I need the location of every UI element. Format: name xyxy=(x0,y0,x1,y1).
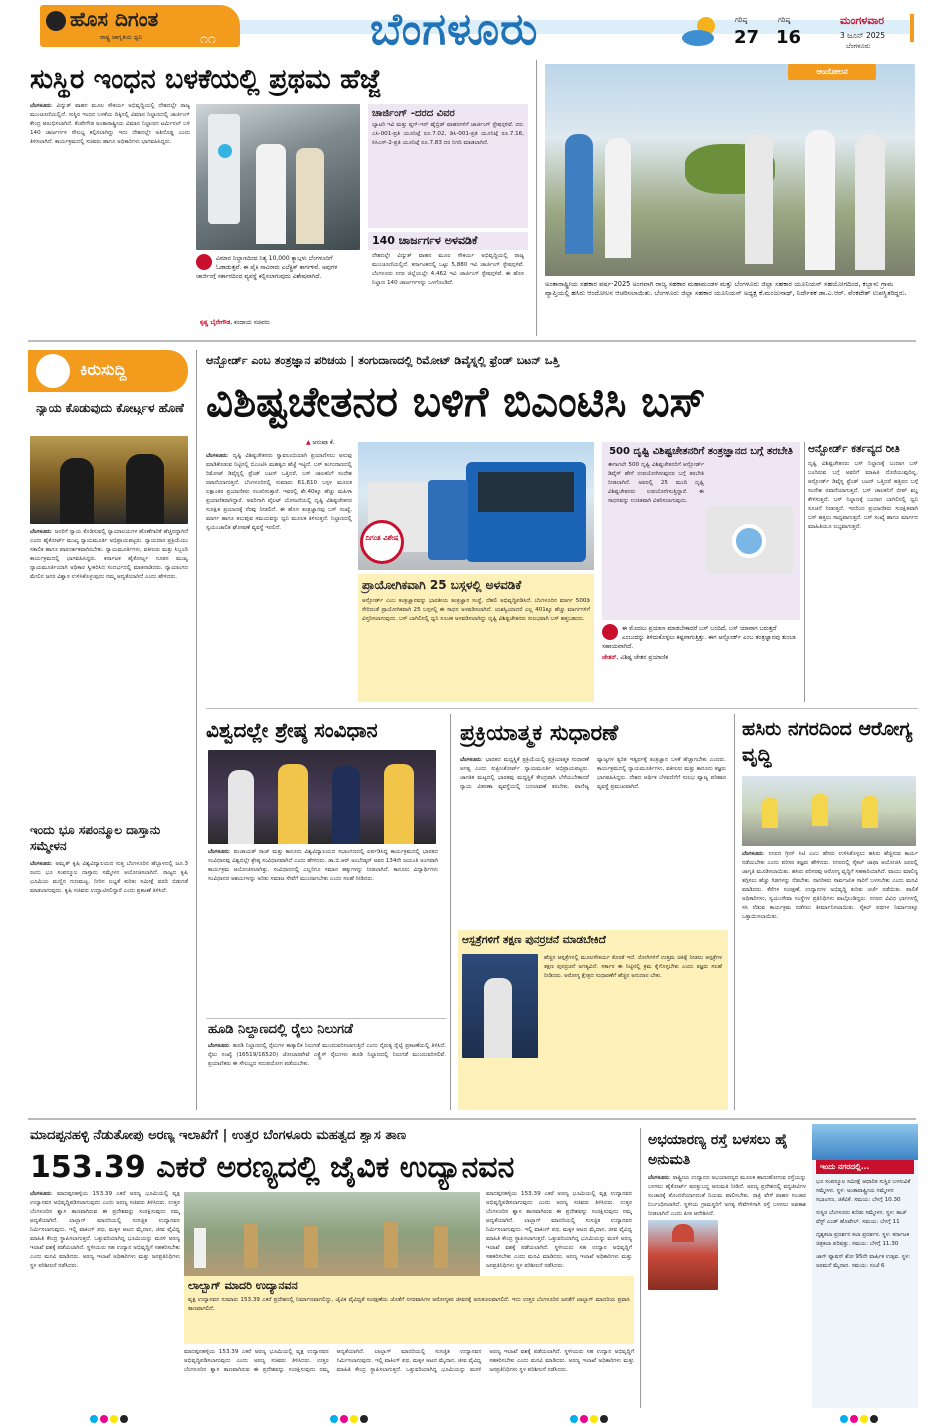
masthead-brand xyxy=(40,5,240,47)
story2-body: ಬೆಂಗಳೂರು: ಅಮೃತ್ ಕೃಷಿ ವಿಶ್ವವಿದ್ಯಾಲಯದ ಸುತ್ತ ಬೆಂಗಳೂರಿನ ಹೆಬ್ಬಾಳದಲ್ಲಿ ಜೂ.3 ರಂದು ಭೂ ಸಂಪನ್ಮೂಲ ದಾಸ್ತಾನು ಸಮ್ಮೇಳನ ಆಯೋಜಿಸಲಾಗಿದೆ. ರಾಜ್ಯದ ಕೃಷಿ ಭೂಮಿಯ ಮಣ್ಣಿನ ಗುಣಮಟ್ಟ, ನೀರಿನ ಲಭ್ಯತೆ ಕುರಿತು ಸಮೀಕ್ಷೆ ವರದಿ ಬಿಡುಗಡೆ ಮಾಡಲಾಗುವುದು. ಕೃಷಿ ಸಚಿವರು ಉದ್ಘಾಟಿಸಲಿದ್ದಾರೆ ಎಂದು ಪ್ರಕಟಣೆ ತಿಳಿಸಿದೆ. xyxy=(30,861,188,894)
bmtc-headline: ವಿಶಿಷ್ಟಚೇತನರ ಬಳಿಗೆ ಬಿಎಂಟಿಸಿ ಬಸ್ xyxy=(206,377,706,426)
chargers-title: 140 ಚಾರ್ಜರ್ಗಳ ಅಳವಡಿಕೆ xyxy=(368,232,528,250)
divider xyxy=(450,714,451,1110)
railway-body: ಬೆಂಗಳೂರು: ಹೂಡಿ ನಿಲ್ದಾಣದಲ್ಲಿ ರೈಲುಗಳ ತಾತ್ಕಾಲಿಕ ನಿಲುಗಡೆ ಮುಂದುವರಿಸಲಾಗುತ್ತಿದೆ ಎಂದು ನೈರುತ್ಯ ರೈಲ್ವೆ ಪ್ರಕಟಣೆಯಲ್ಲಿ ತಿಳಿಸಿದೆ. ರೈಲು ಸಂಖ್ಯೆ (16519/16520) ಜೋಲಾರಪೇಟೆ ಎಕ್ಸ್ಪ್ರೆಸ್ ರೈಲುಗಳು ಹೂಡಿ ನಿಲ್ದಾಣದಲ್ಲಿ ನಿಲುಗಡೆ ಮುಂದುವರಿಸಲಿವೆ. ಪ್ರಯಾಣಿಕರು ಈ ಸೌಲಭ್ಯದ ಸದುಪಯೋಗ ಪಡೆಯಬೇಕು. xyxy=(208,1043,446,1067)
day-name: ಮಂಗಳವಾರ xyxy=(840,14,885,27)
bmtc-quote-box: ಈ ಮೊದಲು ಪ್ರಯಾಣ ಮಾಡಬೇಕಾದರೆ ಬಸ್ ಬಂದಿದೆ, ಬಸ್ ಯಾವಾಗ ಬರುತ್ತದೆ ಎಂಬುದನ್ನು ತಿಳಿದುಕೊಳ್ಳಲು ಕಷ್ಟವಾಗುತ್ತಿತ್ತು. ಈಗ ಆನ್ಬೋರ್ಡ್ ಎಂಬ ತಂತ್ರಜ್ಞಾನವು ತುಂಬಾ ಸಹಾಯವಾಗಿದೆ. ಚೇತನ್, ವಿಶಿಷ್ಟ ಚೇತನ ಪ್ರಯಾಣಿಕ xyxy=(602,625,796,661)
divider xyxy=(734,714,735,1110)
judges-photo xyxy=(30,436,188,524)
bmtc-byline: ▲ ಅನುಷಾ ಕೆ. xyxy=(306,439,335,446)
lalbagh-body: ವೃಕ್ಷ ಉದ್ಯಾನವನ ಸುಮಾರು 153.39 ಎಕರೆ ಪ್ರದೇಶದಲ್ಲಿ ನಿರ್ಮಾಣವಾಗಲಿದ್ದು, ಜೈವಿಕ ವೈವಿಧ್ಯತೆ ಸಂರಕ್ಷಣೆಯ ಜೊತೆಗೆ ನಗರವಾಸಿಗಳ ಆರೋಗ್ಯಕರ ಜೀವನಕ್ಕೆ ಅನುಕೂಲವಾಗಲಿದೆ. ಇದು ಉತ್ತರ ಬೆಂಗಳೂರಿನ ಜನತೆಗೆ ಲಾಲ್ಬಾಗ್ ಮಾದರಿಯ ಪ್ರವಾಸಿ ತಾಣವಾಗಲಿದೆ. xyxy=(188,1297,630,1312)
onboard-device-image xyxy=(706,506,794,574)
city-event-item: ದೃಶ್ಯಕಲಾ ಪ್ರದರ್ಶನ ಕಲಾ ಪ್ರದರ್ಶನ. ಸ್ಥಳ: ಕರ್ನಾಟಕ ಚಿತ್ರಕಲಾ ಪರಿಷತ್ತು. ಸಮಯ: ಬೆಳಗ್ಗೆ 11.30 xyxy=(816,1232,910,1247)
andolana-photo xyxy=(545,64,915,276)
min-temp-label: ಗರಿಷ್ಠ xyxy=(778,16,791,24)
forest-body-bottom: ಮಾದಪ್ಪನಹಳ್ಳಿಯ 153.39 ಎಕರೆ ಅರಣ್ಯ ಭೂಮಿಯಲ್ಲಿ ವೃಕ್ಷ ಉದ್ಯಾನವನ ಅಭಿವೃದ್ಧಿಪಡಿಸಲಾಗುವುದು ಎಂದು ಅರಣ್ಯ ಸಚಿವರು ತಿಳಿಸಿದರು. ಉತ್ತರ ಬೆಂಗಳೂರಿನ ಶ್ವಾಸ ತಾಣವಾಗಿರುವ ಈ ಪ್ರದೇಶವನ್ನು ಸಂರಕ್ಷಿಸುವುದು ನಮ್ಮ ಆದ್ಯತೆಯಾಗಿದೆ. ಲಾಲ್ಬಾಗ್ ಮಾದರಿಯಲ್ಲಿ ಸುಸಜ್ಜಿತ ಉದ್ಯಾನವನ ನಿರ್ಮಿಸಲಾಗುವುದು. ಇಲ್ಲಿ ವಾಕಿಂಗ್ ಪಥ, ಮಕ್ಕಳ ಆಟದ ಮೈದಾನ, ಜೀವ ವೈವಿಧ್ಯ ಮಾಹಿತಿ ಕೇಂದ್ರ ಸ್ಥಾಪಿಸಲಾಗುತ್ತದೆ. ಒತ್ತುವರಿಯಾಗಿದ್ದ ಭೂಮಿಯನ್ನು ಮರಳಿ ಅರಣ್ಯ ಇಲಾಖೆ ವಶಕ್ಕೆ ಪಡೆಯಲಾಗಿದೆ. ಸ್ಥಳೀಯರು ಸಹ ಉದ್ಯಾನ ಅಭಿವೃದ್ಧಿಗೆ ಸಹಕರಿಸಬೇಕು ಎಂದು ಮನವಿ ಮಾಡಿದರು. ಅರಣ್ಯ ಇಲಾಖೆ ಅಧಿಕಾರಿಗಳು ಮತ್ತು ಜನಪ್ರತಿನಿಧಿಗಳು ಸ್ಥಳ ಪರಿಶೀಲನೆ ನಡೆಸಿದರು. xyxy=(184,1349,634,1373)
divider xyxy=(804,442,805,702)
lead-body: ಬೆಂಗಳೂರು: ವಿದ್ಯುತ್ ವಾಹನ ಮೂಲ ಸೌಕರ್ಯ ಅಭಿವೃದ್ಧಿಯಲ್ಲಿ ದೇಶದಲ್ಲೇ ರಾಜ್ಯ ಮುಂಚೂಣಿಯಲ್ಲಿದೆ. ಸುಸ್ಥಿರ ಇಂಧನ ಬಳಕೆಯ ದಿಕ್ಕಿನಲ್ಲಿ ವಿಮಾನ ನಿಲ್ದಾಣದಲ್ಲಿ ಚಾರ್ಜಿಂಗ್ ಕೇಂದ್ರ ಆರಂಭಿಸಲಾಗಿದೆ. ಕೆಂಪೇಗೌಡ ಅಂತಾರಾಷ್ಟ್ರೀಯ ವಿಮಾನ ನಿಲ್ದಾಣದ ಟರ್ಮಿನಲ್ ಬಳಿ 140 ಚಾರ್ಜರ್ಗಳ ಸೌಲಭ್ಯ ಕಲ್ಪಿಸಲಾಗಿದ್ದು ಇದು ದೇಶದಲ್ಲೇ ಅತಿದೊಡ್ಡ ಎಂದು ತಿಳಿಸಲಾಗಿದೆ. ಕಾರ್ಯಕ್ರಮದಲ್ಲಿ ಸಚಿವರು ಹಾಗೂ ಅಧಿಕಾರಿಗಳು ಭಾಗವಹಿಸಿದ್ದರು. xyxy=(30,103,190,145)
reform-headline: ಪ್ರಕ್ರಿಯಾತ್ಮಕ ಸುಧಾರಣೆ xyxy=(460,721,619,746)
lalbagh-headline: ಲಾಲ್ಬಾಗ್ ಮಾದರಿ ಉದ್ಯಾನವನ xyxy=(188,1279,298,1292)
min-temp: 16 xyxy=(776,27,802,48)
andolana-tag: ಆಂದೋಲನ xyxy=(788,64,876,80)
page-number: ೧೧ xyxy=(200,31,216,47)
onboard-function-body: ದೃಷ್ಟಿ ವಿಶಿಷ್ಟಚೇತನರು ಬಸ್ ನಿಲ್ದಾಣಕ್ಕೆ ಬಂದಾಗ ಬಸ್ ಬಂದಿರುವ ಬಗ್ಗೆ ಅವರಿಗೆ ಮಾಹಿತಿ ದೊರೆಯುವುದಿಲ್ಲ. ಆನ್ಬೋರ್ಡ್ ಡಿವೈಸ್ನ ಫ್ರೆಂಡ್ ಬಟನ್ ಒತ್ತಿದರೆ ಹತ್ತಿರದ ಬಸ್ಗೆ ಸಂದೇಶ ರವಾನೆಯಾಗುತ್ತದೆ. ಬಸ್ ಚಾಲಕನಿಗೆ ಬೀಪ್ ಶಬ್ದ ಕೇಳಿಸುತ್ತದೆ. ಬಸ್ ನಿಲ್ದಾಣಕ್ಕೆ ಬಂದಾಗ ಬಾಗಿಲಿನಲ್ಲಿ ಧ್ವನಿ ಸೂಚನೆ ನೀಡುತ್ತದೆ. ಇದರಿಂದ ಪ್ರಯಾಣಿಕರು ಸುರಕ್ಷಿತವಾಗಿ ಬಸ್ ಹತ್ತಲು ಸಾಧ್ಯವಾಗುತ್ತದೆ. ಬಸ್ ಸಂಖ್ಯೆ ಹಾಗೂ ಮಾರ್ಗದ ಮಾಹಿತಿಯೂ ಲಭ್ಯವಾಗುತ್ತದೆ. xyxy=(808,461,918,530)
constitution-photo xyxy=(208,750,436,844)
training-box xyxy=(602,442,800,620)
section-divider xyxy=(28,1118,916,1120)
quote-icon xyxy=(602,624,618,640)
story1-body: ಬೆಂಗಳೂರು: ಜನರಿಗೆ ನ್ಯಾಯ ಕೊಡಿಸುವಲ್ಲಿ ನ್ಯಾಯಾಲಯಗಳ ಹೊಣೆಗಾರಿಕೆ ಹೆಚ್ಚಿನದ್ದಾಗಿದೆ ಎಂದು ಹೈಕೋರ್ಟ್ ಮುಖ್ಯ ನ್ಯಾಯಮೂರ್ತಿ ಅಭಿಪ್ರಾಯಪಟ್ಟರು. ನ್ಯಾಯದಾನ ಪ್ರಕ್ರಿಯೆಯು ಸಕಾಲಿಕ ಹಾಗೂ ಪಾರದರ್ಶಕವಾಗಿರಬೇಕು. ನ್ಯಾಯಮೂರ್ತಿಗಳು, ವಕೀಲರು ಮತ್ತು ಸಿಬ್ಬಂದಿ ಕಾರ್ಯಕ್ರಮದಲ್ಲಿ ಭಾಗವಹಿಸಿದ್ದರು. ಕರ್ನಾಟಕ ಹೈಕೋರ್ಟ್ನ ನೂತನ ಮುಖ್ಯ ನ್ಯಾಯಮೂರ್ತಿಯಾಗಿ ಅಧಿಕಾರ ಸ್ವೀಕರಿಸಿದ ಸಂದರ್ಭದಲ್ಲಿ ಮಾತನಾಡಿದರು. ನ್ಯಾಯಾಂಗದ ಮೇಲಿನ ಜನರ ವಿಶ್ವಾಸ ಉಳಿಸಿಕೊಳ್ಳುವುದು ನಮ್ಮ ಆದ್ಯತೆಯಾಗಿದೆ ಎಂದು ಹೇಳಿದರು. xyxy=(30,529,188,580)
city-event-item: ಭೂ ಸಂಪನ್ಮೂಲ ಸಮೀಕ್ಷೆ ಆಧಾರಿತ ಸುಸ್ಥಿರ ಬಳಸುವಿಕೆ ಸಮ್ಮೇಳನ. ಸ್ಥಳ: ಅಂತಾರಾಷ್ಟ್ರೀಯ ಸಮ್ಮೇಳನ ಸಭಾಂಗಣ, ಜಿಕೆವಿಕೆ. ಸಮಯ: ಬೆಳಗ್ಗೆ 10.30 xyxy=(816,1179,911,1203)
trial-box xyxy=(358,574,594,702)
forest-body-right: ಮಾದಪ್ಪನಹಳ್ಳಿಯ 153.39 ಎಕರೆ ಅರಣ್ಯ ಭೂಮಿಯಲ್ಲಿ ವೃಕ್ಷ ಉದ್ಯಾನವನ ಅಭಿವೃದ್ಧಿಪಡಿಸಲಾಗುವುದು ಎಂದು ಅರಣ್ಯ ಸಚಿವರು ತಿಳಿಸಿದರು. ಉತ್ತರ ಬೆಂಗಳೂರಿನ ಶ್ವಾಸ ತಾಣವಾಗಿರುವ ಈ ಪ್ರದೇಶವನ್ನು ಸಂರಕ್ಷಿಸುವುದು ನಮ್ಮ ಆದ್ಯತೆಯಾಗಿದೆ. ಲಾಲ್ಬಾಗ್ ಮಾದರಿಯಲ್ಲಿ ಸುಸಜ್ಜಿತ ಉದ್ಯಾನವನ ನಿರ್ಮಿಸಲಾಗುವುದು. ಇಲ್ಲಿ ವಾಕಿಂಗ್ ಪಥ, ಮಕ್ಕಳ ಆಟದ ಮೈದಾನ, ಜೀವ ವೈವಿಧ್ಯ ಮಾಹಿತಿ ಕೇಂದ್ರ ಸ್ಥಾಪಿಸಲಾಗುತ್ತದೆ. ಒತ್ತುವರಿಯಾಗಿದ್ದ ಭೂಮಿಯನ್ನು ಮರಳಿ ಅರಣ್ಯ ಇಲಾಖೆ ವಶಕ್ಕೆ ಪಡೆಯಲಾಗಿದೆ. ಸ್ಥಳೀಯರು ಸಹ ಉದ್ಯಾನ ಅಭಿವೃದ್ಧಿಗೆ ಸಹಕರಿಸಬೇಕು ಎಂದು ಮನವಿ ಮಾಡಿದರು. ಅರಣ್ಯ ಇಲಾಖೆ ಅಧಿಕಾರಿಗಳು ಮತ್ತು ಜನಪ್ರತಿನಿಧಿಗಳು ಸ್ಥಳ ಪರಿಶೀಲನೆ ನಡೆಸಿದರು. xyxy=(486,1191,632,1269)
forest-body-left: ಬೆಂಗಳೂರು: ಮಾದಪ್ಪನಹಳ್ಳಿಯ 153.39 ಎಕರೆ ಅರಣ್ಯ ಭೂಮಿಯಲ್ಲಿ ವೃಕ್ಷ ಉದ್ಯಾನವನ ಅಭಿವೃದ್ಧಿಪಡಿಸಲಾಗುವುದು ಎಂದು ಅರಣ್ಯ ಸಚಿವರು ತಿಳಿಸಿದರು. ಉತ್ತರ ಬೆಂಗಳೂರಿನ ಶ್ವಾಸ ತಾಣವಾಗಿರುವ ಈ ಪ್ರದೇಶವನ್ನು ಸಂರಕ್ಷಿಸುವುದು ನಮ್ಮ ಆದ್ಯತೆಯಾಗಿದೆ. ಲಾಲ್ಬಾಗ್ ಮಾದರಿಯಲ್ಲಿ ಸುಸಜ್ಜಿತ ಉದ್ಯಾನವನ ನಿರ್ಮಿಸಲಾಗುವುದು. ಇಲ್ಲಿ ವಾಕಿಂಗ್ ಪಥ, ಮಕ್ಕಳ ಆಟದ ಮೈದಾನ, ಜೀವ ವೈವಿಧ್ಯ ಮಾಹಿತಿ ಕೇಂದ್ರ ಸ್ಥಾಪಿಸಲಾಗುತ್ತದೆ. ಒತ್ತುವರಿಯಾಗಿದ್ದ ಭೂಮಿಯನ್ನು ಮರಳಿ ಅರಣ್ಯ ಇಲಾಖೆ ವಶಕ್ಕೆ ಪಡೆಯಲಾಗಿದೆ. ಸ್ಥಳೀಯರು ಸಹ ಉದ್ಯಾನ ಅಭಿವೃದ್ಧಿಗೆ ಸಹಕರಿಸಬೇಕು ಎಂದು ಮನವಿ ಮಾಡಿದರು. ಅರಣ್ಯ ಇಲಾಖೆ ಅಧಿಕಾರಿಗಳು ಮತ್ತು ಜನಪ್ರತಿನಿಧಿಗಳು ಸ್ಥಳ ಪರಿಶೀಲನೆ ನಡೆಸಿದರು. xyxy=(30,1191,180,1269)
city-today-label: ಇಂದು ನಗರದಲ್ಲಿ... xyxy=(816,1160,914,1174)
constitution-body: ಬೆಂಗಳೂರು: ಪಂಚಾಯತ್ ರಾಜ್ ಮತ್ತು ಕಾನೂನು ವಿಶ್ವವಿದ್ಯಾಲಯದ ಸಭಾಂಗಣದಲ್ಲಿ ಏರ್ಪಡಿಸಿದ್ದ ಕಾರ್ಯಕ್ರಮದಲ್ಲಿ ಭಾರತದ ಸಂವಿಧಾನವು ವಿಶ್ವದಲ್ಲೇ ಶ್ರೇಷ್ಠ ಸಂವಿಧಾನವಾಗಿದೆ ಎಂದು ಹೇಳಿದರು. ಡಾ.ಬಿ.ಆರ್.ಅಂಬೇಡ್ಕರ್ ಅವರ 134ನೇ ಜಯಂತಿ ಅಂಗವಾಗಿ ಕಾರ್ಯಕ್ರಮ ಆಯೋಜಿಸಲಾಗಿತ್ತು. ಸಂವಿಧಾನದಲ್ಲಿ ಎಲ್ಲರಿಗೂ ಸಮಾನ ಹಕ್ಕುಗಳನ್ನು ನೀಡಲಾಗಿದೆ. ಕಾನೂನು ವಿದ್ಯಾರ್ಥಿಗಳು ಸಂವಿಧಾನದ ಆಶಯಗಳನ್ನು ಅರಿತು ಸಮಾಜ ಸೇವೆಗೆ ಮುಂದಾಗಬೇಕು ಎಂದು ಸಲಹೆ ನೀಡಿದರು. xyxy=(208,849,438,882)
story2-headline: ಇಂದು ಭೂ ಸಪಂನ್ಮೂಲ ದಾಸ್ತಾನು ಸಮ್ಮೇಳನ xyxy=(30,823,161,853)
city-event-list xyxy=(816,1178,914,1271)
training-body: ಈಗಾಗಲೇ 500 ದೃಷ್ಟಿ ವಿಶಿಷ್ಟಚೇತನರಿಗೆ ಆನ್ಬೋರ್ಡ್ ಡಿವೈಸ್ ಹೇಗೆ ಉಪಯೋಗಿಸುವುದರ ಬಗ್ಗೆ ತರಬೇತಿ ನೀಡಲಾಗಿದೆ. ಅವರಲ್ಲಿ 25 ಮಂದಿ ದೃಷ್ಟಿ ವಿಶಿಷ್ಟಚೇತನರು ಉಪಯೋಗಿಸುತ್ತಿದ್ದಾರೆ. ಈ ಸಾಧನವನ್ನು ಉಚಿತವಾಗಿ ವಿತರಿಸಲಾಗುವುದು. xyxy=(608,462,704,504)
hospital-body: ಹೆಚ್ಚಿನ ಆಸ್ಪತ್ರೆಗಳಲ್ಲಿ ಮೂಲಸೌಕರ್ಯ ಕೊರತೆ ಇದೆ. ರೋಗಿಗಳಿಗೆ ಉತ್ತಮ ಚಿಕಿತ್ಸೆ ನೀಡಲು ಆಸ್ಪತ್ರೆಗಳ ತಕ್ಷಣ ಪುನರ್ರಚನೆ ಅಗತ್ಯವಿದೆ. ಸರ್ಕಾರ ಈ ನಿಟ್ಟಿನಲ್ಲಿ ಕ್ರಮ ಕೈಗೊಳ್ಳಬೇಕು ಎಂದು ತಜ್ಞರು ಸಲಹೆ ನೀಡಿದರು. ಆರೋಗ್ಯ ಕ್ಷೇತ್ರದ ಸುಧಾರಣೆಗೆ ಹೆಚ್ಚಿನ ಅನುದಾನ ಬೇಕು. xyxy=(544,955,722,979)
lead-dateline: ಬೆಂಗಳೂರು xyxy=(30,103,51,109)
hospital-headline: ಆಸ್ಪತ್ರೆಗಳಿಗೆ ತಕ್ಷಣ ಪುನರ್ರಚನೆ ಮಾಡಬೇಕಿದೆ xyxy=(462,934,606,946)
chargers-body: ದೇಶದಲ್ಲೇ ವಿದ್ಯುತ್ ವಾಹನ ಮೂಲ ಸೌಕರ್ಯ ಅಭಿವೃದ್ಧಿಯಲ್ಲಿ ರಾಜ್ಯ ಮುಂಚೂಣಿಯಲ್ಲಿದೆ. ಕರ್ನಾಟಕದಲ್ಲಿ ಒಟ್ಟು 5,880 ಇವಿ ಚಾರ್ಜಿಂಗ್ ಸ್ಟೇಷನ್ಗಳಿವೆ. ಬೆಂಗಳೂರು ನಗರ ಜಿಲ್ಲೆಯಲ್ಲೇ 4,462 ಇವಿ ಚಾರ್ಜಿಂಗ್ ಸ್ಟೇಷನ್ಗಳಿವೆ. ಈ ಹೊಸ ನಿಲ್ದಾಣ 140 ಚಾರ್ಜರ್ಗಳನ್ನು ಒಳಗೊಂಡಿದೆ. xyxy=(372,253,524,286)
lead-headline: ಸುಸ್ಥಿರ ಇಂಧನ ಬಳಕೆಯಲ್ಲಿ ಪ್ರಥಮ ಹೆಜ್ಜೆ xyxy=(30,64,381,95)
story1-headline: ನ್ಯಾಯ ಕೊಡುವುದು ಕೋರ್ಟ್ಗಳ ಹೊಣೆ xyxy=(36,401,184,415)
special-stamp: ದಿಗಂತ ವಿಶೇಷ xyxy=(360,520,404,564)
divider xyxy=(196,350,197,1110)
brand-tag: ರಾಷ್ಟ್ರ ಜಾಗೃತಿಯ ಧ್ವನಿ xyxy=(100,34,143,41)
lalbagh-box xyxy=(184,1276,634,1344)
lead-quote-attribution: ಕೃಷ್ಣ ಬೈರೇಗೌಡ, ಕಂದಾಯ ಸಚಿವರು xyxy=(200,319,270,326)
section-divider xyxy=(206,708,918,709)
section-divider xyxy=(206,1018,446,1019)
max-temp-label: ಗರಿಷ್ಠ xyxy=(735,16,748,24)
city-event-item: ಜಾಗ್ ಫ್ಯಾಷನ್ ಶೋ 95ನೇ ವಾರ್ಷಿಕ ಉತ್ಸವ. ಸ್ಥಳ: ಅರಮನೆ ಮೈದಾನ. ಸಮಯ: ಸಂಜೆ 6 xyxy=(816,1254,911,1269)
sanctuary-body: ಬೆಂಗಳೂರು: ರಾಷ್ಟ್ರೀಯ ಉದ್ಯಾನದ ಅಭಯಾರಣ್ಯದ ಮೂಲಕ ಹಾದುಹೋಗುವ ರಸ್ತೆಯನ್ನು ಬಳಸಲು ಹೈಕೋರ್ಟ್ ಷರತ್ತುಬದ್ಧ ಅನುಮತಿ ನೀಡಿದೆ. ಅರಣ್ಯ ಪ್ರದೇಶದಲ್ಲಿ ವನ್ಯಜೀವಿಗಳ ಸಂಚಾರಕ್ಕೆ ತೊಂದರೆಯಾಗದಂತೆ ನಿಯಮ ಪಾಲಿಸಬೇಕು. ರಾತ್ರಿ ವೇಳೆ ವಾಹನ ಸಂಚಾರ ನಿರ್ಬಂಧಿಸಲಾಗಿದೆ. ಸ್ಥಳೀಯ ಗ್ರಾಮಸ್ಥರಿಗೆ ಅಗತ್ಯ ಸೇವೆಗಳಿಗಾಗಿ ರಸ್ತೆ ಬಳಸಲು ಅವಕಾಶ ನೀಡಲಾಗಿದೆ ಎಂದು ಪೀಠ ಆದೇಶಿಸಿದೆ. xyxy=(648,1175,806,1217)
brand-logo-icon xyxy=(46,11,66,31)
bmtc-kicker: ಆನ್ಬೋರ್ಡ್ ಎಂಬ ತಂತ್ರಜ್ಞಾನ ಪರಿಚಯ | ತಂಗುದಾಣದಲ್ಲಿ ರಿಮೋಟ್ ಡಿವೈಸ್ನಲ್ಲಿ ಫ್ರೆಂಡ್ ಬಟನ್ ಒತ್ತಿ xyxy=(206,354,560,367)
reform-body: ಬೆಂಗಳೂರು: ಭಾರತದ ಮಧ್ಯಸ್ಥಿಕೆ ಪ್ರಕ್ರಿಯೆಯಲ್ಲಿ ಪ್ರಕ್ರಿಯಾತ್ಮಕ ಸುಧಾರಣೆ ಅಗತ್ಯ ಎಂದು ಸುಪ್ರೀಂಕೋರ್ಟ್ ನ್ಯಾಯಮೂರ್ತಿ ಅಭಿಪ್ರಾಯಪಟ್ಟರು. ಜಾಗತಿಕ ಮಟ್ಟದಲ್ಲಿ ಭಾರತವು ಮಧ್ಯಸ್ಥಿಕೆ ಕೇಂದ್ರವಾಗಿ ಬೆಳೆಯಬೇಕಾದರೆ ನ್ಯಾಯ ವಿತರಣಾ ವ್ಯವಸ್ಥೆಯಲ್ಲಿ ಬದಲಾವಣೆ ತರಬೇಕು. ವಾಣಿಜ್ಯ ವ್ಯಾಜ್ಯಗಳ ತ್ವರಿತ ಇತ್ಯರ್ಥಕ್ಕೆ ತಂತ್ರಜ್ಞಾನ ಬಳಕೆ ಹೆಚ್ಚಾಗಬೇಕು ಎಂದರು. ಕಾರ್ಯಕ್ರಮದಲ್ಲಿ ನ್ಯಾಯಮೂರ್ತಿಗಳು, ವಕೀಲರು ಮತ್ತು ಕಾನೂನು ತಜ್ಞರು ಭಾಗವಹಿಸಿದ್ದರು. ದೇಶದ ಆರ್ಥಿಕ ಬೆಳವಣಿಗೆಗೆ ಸುಲಭ ವ್ಯಾಜ್ಯ ಪರಿಹಾರ ವ್ಯವಸ್ಥೆ ಪ್ರಮುಖವಾಗಿದೆ. xyxy=(460,757,726,790)
forest-headline: 153.39 ಎಕರೆ ಅರಣ್ಯದಲ್ಲಿ ಜೈವಿಕ ಉದ್ಯಾನವನ xyxy=(30,1150,515,1185)
masthead-edge xyxy=(910,14,914,42)
ev-charging-photo xyxy=(196,104,360,250)
section-title: ಬೆಂಗಳೂರು xyxy=(370,4,539,55)
training-headline: 500 ದೃಷ್ಟಿ ವಿಶಿಷ್ಟಚೇತನರಿಗೆ ತಂತ್ರಜ್ಞಾನದ ಬಗ್ಗೆ ತರಬೇತಿ xyxy=(609,446,793,457)
cyclists-photo xyxy=(742,776,916,846)
city-name: ಬೆಂಗಳೂರು xyxy=(846,42,871,50)
lead-photo-caption: ವಿಮಾನ ನಿಲ್ದಾಣದಿಂದ ನಿತ್ಯ 10,000 ಕ್ಯಾಬ್ಗಳು ಬೆಂಗಳೂರಿಗೆ ಓಡಾಡುತ್ತವೆ. ಈ ಪೈಕಿ ಸಾವಿರಾರು ಎಲೆಕ್ಟ್ರಿಕ್ ಕಾರ್ಗಳಿವೆ. ಅವುಗಳ ಚಾರ್ಜಿಂಗ್ಗೆ ಸರ್ಕಾರದಿಂದ ವ್ಯವಸ್ಥೆ ಕಲ್ಪಿಸಲಾಗುವುದು ವಿಶೇಷವಾಗಿದೆ. xyxy=(196,255,338,280)
sanctuary-headline: ಅಭಯಾರಣ್ಯ ರಸ್ತೆ ಬಳಸಲು ಹೈ ಅನುಮತಿ xyxy=(648,1132,788,1168)
charging-rates-title: ಚಾರ್ಜಿಂಗ್ -ದರದ ವಿವರ xyxy=(372,108,455,119)
onboard-function-headline: ಆನ್ಬೋರ್ಡ್ ಕರ್ತವ್ಯದ ರೀತಿ xyxy=(808,443,900,455)
pen-icon: ▲ xyxy=(306,439,311,446)
weather-icon xyxy=(680,14,724,48)
andolana-caption: ಅಂತಾರಾಷ್ಟ್ರೀಯ ಸಹಕಾರ ವರ್ಷ-2025 ಅಂಗವಾಗಿ ರಾಜ್ಯ ಸಹಕಾರ ಮಹಾಮಂಡಳ ಮತ್ತು ಬೆಂಗಳೂರು ಜಿಲ್ಲಾ ಸಹಕಾರ ಯೂನಿಯನ್ ಸಹಯೋಗದಿಂದ, ಕಬ್ಬಾಳು ಗ್ರಾಮ ವ್ಯಾಪ್ತಿಯಲ್ಲಿ ಹಸಿರು ಆಂದೋಲನ ಆಚರಿಸಲಾಯಿತು. ಬೆಂಗಳೂರು ಜಿಲ್ಲಾ ಸಹಕಾರ ಯೂನಿಯನ್ ಅಧ್ಯಕ್ಷ ಕೆ.ಮಂಜುನಾಥ್, ನಿರ್ದೇಶಕ ಡಾ.ಎ.ಆರ್. ವೆಂಕಟೇಶ್ ಉಪಸ್ಥಿತರಿದ್ದರು. xyxy=(545,280,907,297)
forest-photo xyxy=(184,1192,480,1276)
quote-icon xyxy=(196,254,212,270)
charging-rates-box xyxy=(368,104,528,228)
lead-body-text: ವಿದ್ಯುತ್ ವಾಹನ ಮೂಲ ಸೌಕರ್ಯ ಅಭಿವೃದ್ಧಿಯಲ್ಲಿ ದೇಶದಲ್ಲೇ ರಾಜ್ಯ ಮುಂಚೂಣಿಯಲ್ಲಿದೆ. ಸುಸ್ಥಿರ ಇಂಧನ ಬಳಕೆಯ ದಿಕ್ಕಿನಲ್ಲಿ ವಿಮಾನ ನಿಲ್ದಾಣದಲ್ಲಿ ಚಾರ್ಜಿಂಗ್ ಕೇಂದ್ರ ಆರಂಭಿಸಲಾಗಿದೆ. ಕೆಂಪೇಗೌಡ ಅಂತಾರಾಷ್ಟ್ರೀಯ ವಿಮಾನ ನಿಲ್ದಾಣದ ಟರ್ಮಿನಲ್ ಬಳಿ 140 ಚಾರ್ಜರ್ಗಳ ಸೌಲಭ್ಯ ಕಲ್ಪಿಸಲಾಗಿದ್ದು ಇದು ದೇಶದಲ್ಲೇ ಅತಿದೊಡ್ಡ ಎಂದು ತಿಳಿಸಲಾಗಿದೆ. ಕಾರ್ಯಕ್ರಮದಲ್ಲಿ ಸಚಿವರು ಹಾಗೂ ಅಧಿಕಾರಿಗಳು ಭಾಗವಹಿಸಿದ್ದರು. xyxy=(30,103,190,145)
speaker-photo xyxy=(462,954,538,1058)
divider xyxy=(640,1128,641,1408)
forest-kicker: ಮಾದಪ್ಪನಹಳ್ಳಿ ನೆಡುತೋಪು ಅರಣ್ಯ ಇಲಾಖೆಗೆ | ಉತ್ತರ ಬೆಂಗಳೂರು ಮಹತ್ವದ ಶ್ವಾಸ ತಾಣ xyxy=(30,1128,407,1143)
brand-name: ಹೊಸ ದಿಗಂತ xyxy=(70,7,159,31)
hospital-box xyxy=(458,930,728,1110)
constitution-headline: ವಿಶ್ವದಲ್ಲೇ ಶ್ರೇಷ್ಠ ಸಂವಿಧಾನ xyxy=(206,718,378,742)
railway-headline: ಹೂಡಿ ನಿಲ್ದಾಣದಲ್ಲಿ ರೈಲು ನಿಲುಗಡೆ xyxy=(208,1022,353,1037)
kirusuddi-label-box xyxy=(28,350,188,392)
charging-rates-body: ಬ್ಯಾಟರಿ ಇವಿ ಮತ್ತು ಪ್ಲಗ್-ಇನ್ ಹೈಬ್ರಿಡ್ ವಾಹನಗಳಿಗೆ ಚಾರ್ಜಿಂಗ್ ಸ್ಟೇಷನ್ಗಳಿವೆ. ದರ: ಎಸಿ-001-ಪ್ರತಿ ಯೂನಿಟ್ಗೆ ರೂ.7.02, ಡಿಸಿ-001-ಪ್ರತಿ ಯೂನಿಟ್ಗೆ ರೂ.7.16, ಸಿಸಿಎಸ್-2-ಪ್ರತಿ ಯೂನಿಟ್ಗೆ ರೂ.7.83 ದರ ನಿಗದಿ ಮಾಡಲಾಗಿದೆ. xyxy=(372,122,524,146)
city-today-box xyxy=(812,1124,918,1408)
kirusuddi-label: ಕಿರುಸುದ್ದಿ xyxy=(80,360,127,379)
trial-body: ಆನ್ಬೋರ್ಡ್ ಎಂಬ ತಂತ್ರಜ್ಞಾನವನ್ನು ಭಾರತೀಯ ತಂತ್ರಜ್ಞಾನ ಸಂಸ್ಥೆ, ದೆಹಲಿ ಅಭಿವೃದ್ಧಿಪಡಿಸಿದೆ. ಬೆಂಗಳೂರಿನ ಮಾರ್ಗ 500ಡಿ ಸೇರಿದಂತೆ ಪ್ರಾಯೋಗಿಕವಾಗಿ 25 ಬಸ್ಗಳಲ್ಲಿ ಈ ಸಾಧನ ಅಳವಡಿಸಲಾಗಿದೆ. ಯಶಸ್ವಿಯಾದರೆ ಎಲ್ಲ 401ಕ್ಕೂ ಹೆಚ್ಚು ಮಾರ್ಗಗಳಿಗೆ ವಿಸ್ತರಿಸಲಾಗುವುದು. ಬಸ್ ಬಾಗಿಲಿನಲ್ಲಿ ಧ್ವನಿ ಸೂಚಕ ಅಳವಡಿಸಲಾಗಿದ್ದು ದೃಷ್ಟಿ ವಿಶಿಷ್ಟಚೇತನರು ಸುಲಭವಾಗಿ ಬಸ್ ಹತ್ತಬಹುದು. xyxy=(362,598,590,622)
masthead-band xyxy=(240,20,910,34)
green-body: ಬೆಂಗಳೂರು: ನಗರದ ಗ್ರೀನ್ ಸಿಟಿ ಎಂಬ ಹೆಸರು ಉಳಿಸಿಕೊಳ್ಳಲು ಹಸಿರು ಹೆಚ್ಚಿಸುವ ಕಾರ್ಯ ನಡೆಯಬೇಕು ಎಂದು ಪರಿಸರ ತಜ್ಞರು ಹೇಳಿದರು. ನಗರದಲ್ಲಿ ಸೈಕಲ್ ಜಾಥಾ ಆಯೋಜಿಸಿ ಜನರಲ್ಲಿ ಜಾಗೃತಿ ಮೂಡಿಸಲಾಯಿತು. ಹಸಿರು ಪರಿಸರವು ಆರೋಗ್ಯ ವೃದ್ಧಿಗೆ ಸಹಕಾರಿಯಾಗಿದೆ. ವಾಯು ಮಾಲಿನ್ಯ ತಗ್ಗಿಸಲು ಹೆಚ್ಚು ಗಿಡಗಳನ್ನು ನೆಡಬೇಕು. ನಾಗರಿಕರು ಸಾರ್ವಜನಿಕ ಸಾರಿಗೆ ಬಳಸಬೇಕು ಎಂದು ಮನವಿ ಮಾಡಿದರು. ಕೆರೆಗಳ ಸಂರಕ್ಷಣೆ, ಉದ್ಯಾನಗಳ ಅಭಿವೃದ್ಧಿ ಕುರಿತು ಚರ್ಚೆ ನಡೆಯಿತು. ಪಾಲಿಕೆ ಅಧಿಕಾರಿಗಳು, ಸ್ವಯಂಸೇವಾ ಸಂಸ್ಥೆಗಳ ಪ್ರತಿನಿಧಿಗಳು ಪಾಲ್ಗೊಂಡಿದ್ದರು. ನಗರದ ವಿವಿಧ ಭಾಗಗಳಲ್ಲಿ ಸಸಿ ನೆಡುವ ಕಾರ್ಯಕ್ರಮ ನಡೆಸಲು ತೀರ್ಮಾನಿಸಲಾಯಿತು. ಸೈಕಲ್ ಪಥಗಳ ನಿರ್ಮಾಣಕ್ಕೂ ಒತ್ತಾಯಿಸಲಾಯಿತು. xyxy=(742,851,918,920)
bmtc-body: ಬೆಂಗಳೂರು: ದೃಷ್ಟಿ ವಿಶಿಷ್ಟಚೇತನರು ಸ್ವಾವಲಂಬಿಯಾಗಿ ಪ್ರಯಾಣಿಸಲು ಅನುವು ಮಾಡಿಕೊಡುವ ನಿಟ್ಟಿನಲ್ಲಿ ಬಿಎಂಟಿಸಿ ಮಹತ್ವದ ಹೆಜ್ಜೆ ಇಟ್ಟಿದೆ. ಬಸ್ ತಂಗುದಾಣದಲ್ಲಿ ರಿಮೋಟ್ ಡಿವೈಸ್ನಲ್ಲಿ ಫ್ರೆಂಡ್ ಬಟನ್ ಒತ್ತಿದರೆ, ಬಸ್ ಚಾಲಕನಿಗೆ ಸಂದೇಶ ರವಾನೆಯಾಗುತ್ತದೆ. ಬೆಂಗಳೂರಿನಲ್ಲಿ ಸುಮಾರು 61,810 ಬಸ್ಗಳ ಮೂಲಕ ಲಕ್ಷಾಂತರ ಪ್ರಯಾಣಿಕರು ಸಂಚರಿಸುತ್ತಾರೆ. ಇವರಲ್ಲಿ ಶೇ.40ಕ್ಕೂ ಹೆಚ್ಚು ಮಹಿಳಾ ಪ್ರಯಾಣಿಕರಾಗಿದ್ದಾರೆ. ಅವರಿಗಾಗಿ ಪೈಲಟ್ ಯೋಜನೆಯಲ್ಲಿ ದೃಷ್ಟಿ ವಿಶಿಷ್ಟಚೇತನರ ಸುರಕ್ಷಿತ ಪ್ರಯಾಣಕ್ಕೆ ನೆರವು ನೀಡಲಿದೆ. ಈ ಹೊಸ ತಂತ್ರಜ್ಞಾನವು ಬಸ್ ಸಂಖ್ಯೆ, ಮಾರ್ಗ ಹಾಗೂ ತಲುಪುವ ಸಮಯವನ್ನು ಧ್ವನಿ ಮೂಲಕ ತಿಳಿಸುತ್ತದೆ. ನಿಲ್ದಾಣದಲ್ಲಿ ಸ್ವಯಂಚಾಲಿತ ಘೋಷಣೆ ವ್ಯವಸ್ಥೆ ಇರಲಿದೆ. xyxy=(206,453,352,531)
chargers-box xyxy=(368,232,528,332)
section-divider xyxy=(28,340,916,342)
trial-headline: ಪ್ರಾಯೋಗಿಕವಾಗಿ 25 ಬಸ್ಗಳಲ್ಲಿ ಅಳವಡಿಕೆ xyxy=(362,578,522,592)
green-headline: ಹಸಿರು ನಗರದಿಂದ ಆರೋಗ್ಯ ವೃದ್ಧಿ xyxy=(742,718,913,766)
skyline-graphic xyxy=(812,1124,918,1160)
divider xyxy=(536,60,537,336)
city-event-item: ಸುಸ್ಥಿರ ಬೆಂಗಳೂರು ಕುರಿತು ಸಮ್ಮೇಳನ. ಸ್ಥಳ: ತಾಜ್ ವೆಸ್ಟ್ ಎಂಡ್ ಹೊಟೇಲ್. ಸಮಯ: ಬೆಳಗ್ಗೆ 11 xyxy=(816,1210,907,1225)
issue-date: 3 ಜೂನ್ 2025 xyxy=(840,31,886,40)
onboard-function-box xyxy=(808,442,918,702)
max-temp: 27 xyxy=(734,27,760,48)
hand-icon xyxy=(36,354,70,388)
